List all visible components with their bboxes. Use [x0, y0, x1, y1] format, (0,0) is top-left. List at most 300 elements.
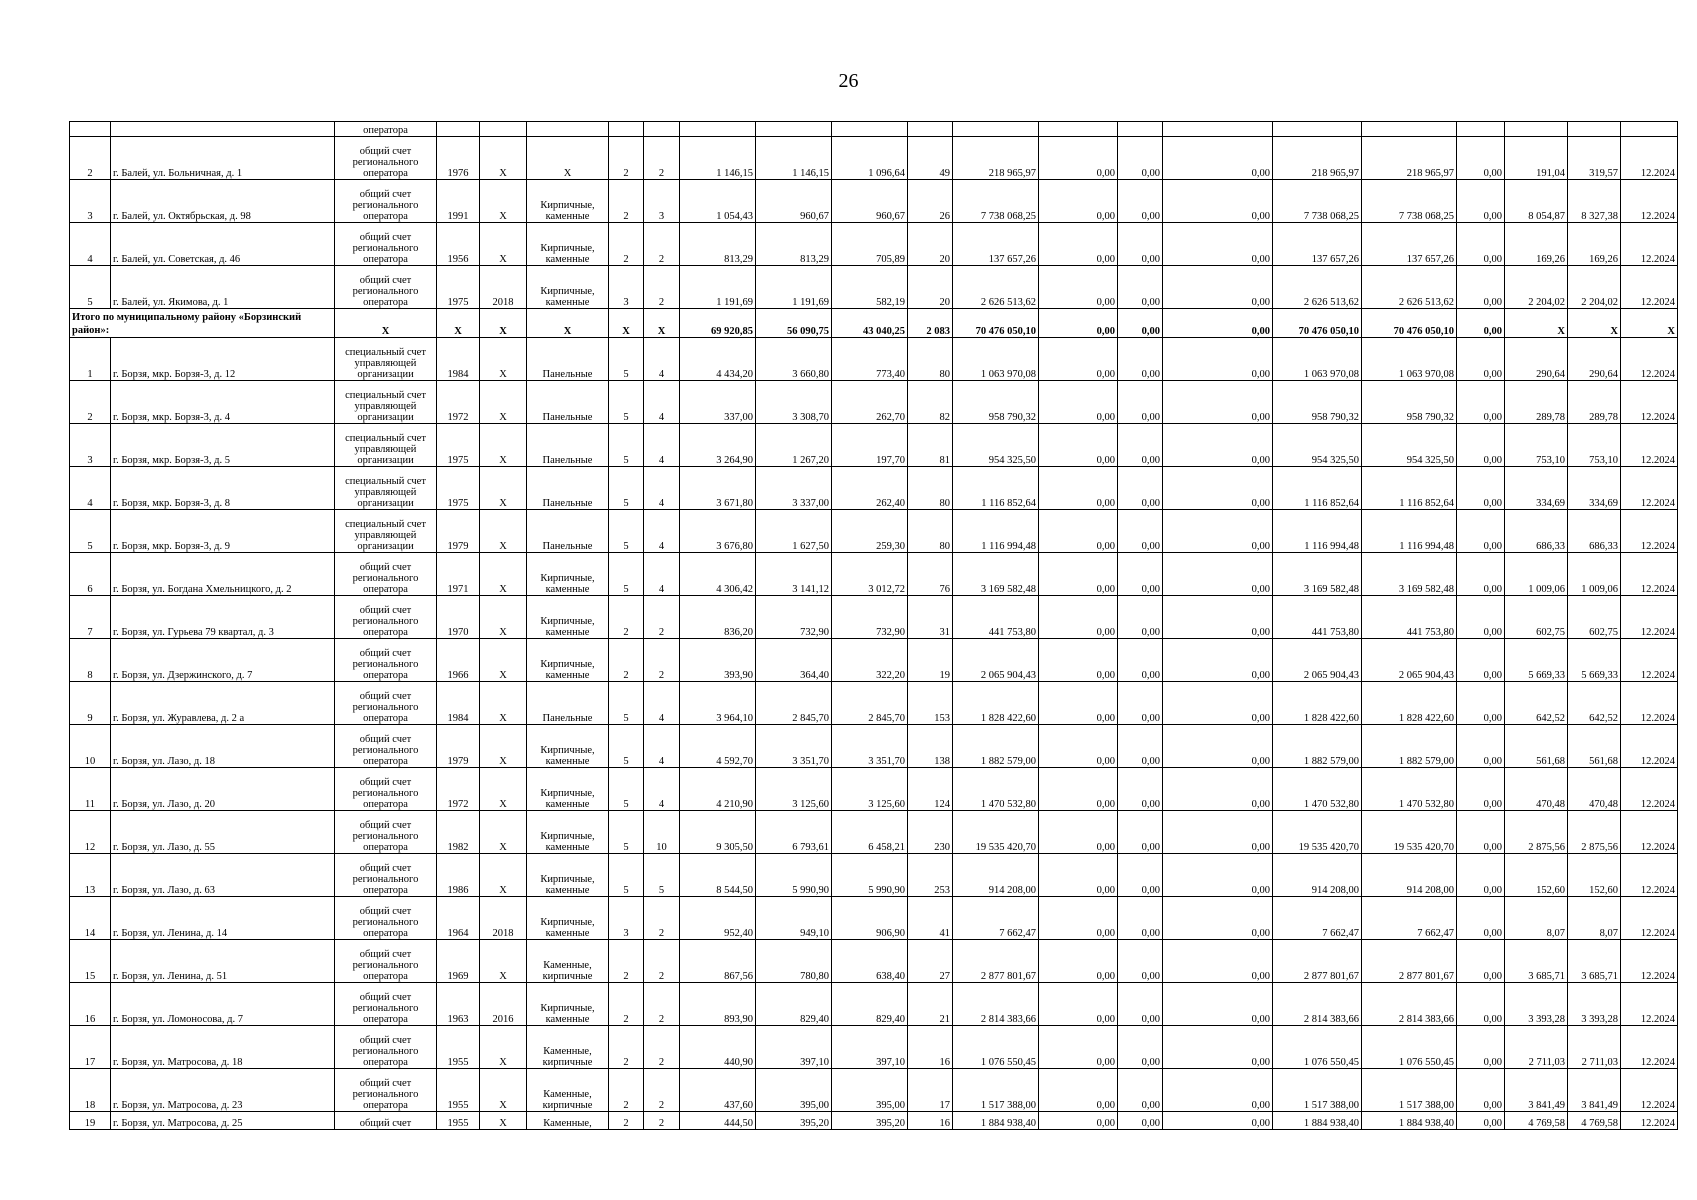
- cell-wall: Кирпичные, каменные: [527, 266, 609, 309]
- cell-people: 21: [908, 983, 953, 1026]
- cell-f2: 0,00: [1118, 854, 1163, 897]
- cell-rec: X: [480, 424, 527, 467]
- cell-floors: 2: [609, 180, 644, 223]
- cell-f4: 441 753,80: [1273, 596, 1362, 639]
- cell-f3: 0,00: [1163, 381, 1273, 424]
- cell-f2: 0,00: [1118, 1026, 1163, 1069]
- cell-u1: 5 669,33: [1505, 639, 1568, 682]
- cell-n: 4: [70, 223, 111, 266]
- cell-date: 12.2024: [1621, 223, 1678, 266]
- cell-rec: 2018: [480, 897, 527, 940]
- cell-entr: 2: [644, 266, 680, 309]
- cell-f1: 0,00: [1039, 682, 1118, 725]
- cell-year: 1956: [437, 223, 480, 266]
- table-row: [70, 223, 1678, 266]
- cell-u2: 4 769,58: [1568, 1112, 1621, 1130]
- total-cell-u1: X: [1505, 309, 1568, 338]
- cell-entr: 4: [644, 424, 680, 467]
- cell-floors: 3: [609, 266, 644, 309]
- cell-f3: 0,00: [1163, 510, 1273, 553]
- cell-a3: 6 458,21: [832, 811, 908, 854]
- cell-floors: 5: [609, 768, 644, 811]
- cell-address: г. Борзя, ул. Матросова, д. 23: [111, 1069, 335, 1112]
- cell-f3: 0,00: [1163, 940, 1273, 983]
- cell-account: специальный счет управляющей организации: [335, 381, 437, 424]
- cell-account: общий счет регионального оператора: [335, 553, 437, 596]
- cell-date: 12.2024: [1621, 424, 1678, 467]
- cell-wall: Панельные: [527, 338, 609, 381]
- cell-wall: Панельные: [527, 381, 609, 424]
- cell-people: 27: [908, 940, 953, 983]
- cell-n: [70, 122, 111, 137]
- total-cell-a1: 69 920,85: [680, 309, 756, 338]
- cell-cost: 1 882 579,00: [953, 725, 1039, 768]
- cell-entr: 2: [644, 223, 680, 266]
- cell-wall: Кирпичные, каменные: [527, 897, 609, 940]
- cell-u1: 3 393,28: [1505, 983, 1568, 1026]
- cell-u1: 753,10: [1505, 424, 1568, 467]
- cell-f6: 0,00: [1457, 639, 1505, 682]
- cell-a1: 9 305,50: [680, 811, 756, 854]
- cell-a3: 638,40: [832, 940, 908, 983]
- cell-f5: 19 535 420,70: [1362, 811, 1457, 854]
- table-row: [70, 725, 1678, 768]
- cell-n: 2: [70, 381, 111, 424]
- cell-a3: 259,30: [832, 510, 908, 553]
- cell-entr: 3: [644, 180, 680, 223]
- cell-f4: 7 662,47: [1273, 897, 1362, 940]
- cell-year: 1975: [437, 424, 480, 467]
- cell-entr: 4: [644, 725, 680, 768]
- cell-entr: 2: [644, 596, 680, 639]
- cell-f2: 0,00: [1118, 510, 1163, 553]
- cell-u1: 3 685,71: [1505, 940, 1568, 983]
- cell-a2: 3 141,12: [756, 553, 832, 596]
- cell-account: общий счет регионального оператора: [335, 940, 437, 983]
- cell-f2: 0,00: [1118, 381, 1163, 424]
- cell-a3: 829,40: [832, 983, 908, 1026]
- cell-f2: 0,00: [1118, 1069, 1163, 1112]
- cell-f5: 2 877 801,67: [1362, 940, 1457, 983]
- cell-f5: 1 470 532,80: [1362, 768, 1457, 811]
- cell-u1: 470,48: [1505, 768, 1568, 811]
- cell-a2: 3 660,80: [756, 338, 832, 381]
- cell-account: общий счет регионального оператора: [335, 223, 437, 266]
- cell-floors: 2: [609, 940, 644, 983]
- cell-f2: 0,00: [1118, 768, 1163, 811]
- cell-address: г. Борзя, ул. Лазо, д. 55: [111, 811, 335, 854]
- cell-year: 1955: [437, 1026, 480, 1069]
- cell-account: общий счет регионального оператора: [335, 1069, 437, 1112]
- cell-a3: 395,20: [832, 1112, 908, 1130]
- cell-f1: 0,00: [1039, 510, 1118, 553]
- cell-a2: 3 125,60: [756, 768, 832, 811]
- cell-account: специальный счет управляющей организации: [335, 424, 437, 467]
- table-row: [70, 510, 1678, 553]
- cell-cost: 3 169 582,48: [953, 553, 1039, 596]
- cell-address: г. Борзя, ул. Матросова, д. 25: [111, 1112, 335, 1130]
- cell-a3: 582,19: [832, 266, 908, 309]
- table-row: [70, 596, 1678, 639]
- cell-floors: 2: [609, 1112, 644, 1130]
- cell-cost: 1 063 970,08: [953, 338, 1039, 381]
- table-row: [70, 180, 1678, 223]
- cell-n: 19: [70, 1112, 111, 1130]
- cell-year: 1979: [437, 725, 480, 768]
- cell-u2: 3 393,28: [1568, 983, 1621, 1026]
- table-body: [70, 122, 1678, 1130]
- cell-f4: 1 517 388,00: [1273, 1069, 1362, 1112]
- cell-f3: 0,00: [1163, 137, 1273, 180]
- cell-date: 12.2024: [1621, 1069, 1678, 1112]
- cell-address: г. Борзя, мкр. Борзя-3, д. 5: [111, 424, 335, 467]
- cell-year: 1972: [437, 768, 480, 811]
- cell-a3: 1 096,64: [832, 137, 908, 180]
- cell-f6: 0,00: [1457, 1026, 1505, 1069]
- cell-a1: 3 264,90: [680, 424, 756, 467]
- cell-wall: Кирпичные, каменные: [527, 768, 609, 811]
- cell-year: 1970: [437, 596, 480, 639]
- cell-u1: 289,78: [1505, 381, 1568, 424]
- cell-a1: 4 210,90: [680, 768, 756, 811]
- cell-a2: 732,90: [756, 596, 832, 639]
- cell-u2: 2 711,03: [1568, 1026, 1621, 1069]
- cell-f4: 137 657,26: [1273, 223, 1362, 266]
- cell-a2: 3 351,70: [756, 725, 832, 768]
- cell-wall: Кирпичные, каменные: [527, 854, 609, 897]
- cell-cost: 7 738 068,25: [953, 180, 1039, 223]
- cell-a2: 829,40: [756, 983, 832, 1026]
- cell-entr: 4: [644, 467, 680, 510]
- cell-floors: 5: [609, 682, 644, 725]
- cell-entr: 5: [644, 854, 680, 897]
- total-cell-entr: X: [644, 309, 680, 338]
- cell-f1: 0,00: [1039, 1069, 1118, 1112]
- cell-a3: 197,70: [832, 424, 908, 467]
- cell-account: общий счет регионального оператора: [335, 1026, 437, 1069]
- cell-rec: X: [480, 137, 527, 180]
- cell-n: 16: [70, 983, 111, 1026]
- cell-year: 1976: [437, 137, 480, 180]
- cell-f4: 1 063 970,08: [1273, 338, 1362, 381]
- cell-empty: [1362, 122, 1457, 137]
- cell-rec: X: [480, 1112, 527, 1130]
- cell-u2: 290,64: [1568, 338, 1621, 381]
- cell-empty: [1273, 122, 1362, 137]
- cell-empty: [609, 122, 644, 137]
- cell-u2: 3 841,49: [1568, 1069, 1621, 1112]
- cell-f2: 0,00: [1118, 639, 1163, 682]
- cell-address: г. Балей, ул. Советская, д. 46: [111, 223, 335, 266]
- cell-year: 1975: [437, 467, 480, 510]
- total-cell-rec: X: [480, 309, 527, 338]
- cell-f3: 0,00: [1163, 1112, 1273, 1130]
- cell-f3: 0,00: [1163, 725, 1273, 768]
- cell-empty: [832, 122, 908, 137]
- table-row: [70, 983, 1678, 1026]
- cell-a3: 705,89: [832, 223, 908, 266]
- cell-floors: 5: [609, 381, 644, 424]
- cell-date: 12.2024: [1621, 1112, 1678, 1130]
- cell-people: 17: [908, 1069, 953, 1112]
- cell-a2: 6 793,61: [756, 811, 832, 854]
- cell-u1: 191,04: [1505, 137, 1568, 180]
- cell-entr: 2: [644, 639, 680, 682]
- cell-f6: 0,00: [1457, 940, 1505, 983]
- cell-date: 12.2024: [1621, 180, 1678, 223]
- cell-u1: 3 841,49: [1505, 1069, 1568, 1112]
- cell-u1: 290,64: [1505, 338, 1568, 381]
- cell-f6: 0,00: [1457, 338, 1505, 381]
- total-cell-cost: 70 476 050,10: [953, 309, 1039, 338]
- total-cell-account: X: [335, 309, 437, 338]
- cell-date: 12.2024: [1621, 338, 1678, 381]
- cell-n: 11: [70, 768, 111, 811]
- cell-a1: 3 671,80: [680, 467, 756, 510]
- cell-f3: 0,00: [1163, 1069, 1273, 1112]
- cell-people: 124: [908, 768, 953, 811]
- cell-rec: X: [480, 180, 527, 223]
- cell-f3: 0,00: [1163, 897, 1273, 940]
- cell-f1: 0,00: [1039, 854, 1118, 897]
- cell-n: 10: [70, 725, 111, 768]
- cell-f2: 0,00: [1118, 223, 1163, 266]
- cell-n: 6: [70, 553, 111, 596]
- table-row: [70, 1069, 1678, 1112]
- cell-rec: X: [480, 725, 527, 768]
- cell-f4: 1 884 938,40: [1273, 1112, 1362, 1130]
- cell-f4: 1 882 579,00: [1273, 725, 1362, 768]
- cell-date: 12.2024: [1621, 266, 1678, 309]
- cell-f2: 0,00: [1118, 467, 1163, 510]
- cell-a2: 960,67: [756, 180, 832, 223]
- total-cell-f3: 0,00: [1163, 309, 1273, 338]
- cell-wall: Кирпичные, каменные: [527, 223, 609, 266]
- cell-floors: 5: [609, 811, 644, 854]
- cell-f6: 0,00: [1457, 1112, 1505, 1130]
- cell-rec: X: [480, 553, 527, 596]
- cell-u2: 3 685,71: [1568, 940, 1621, 983]
- cell-a2: 780,80: [756, 940, 832, 983]
- cell-u1: 642,52: [1505, 682, 1568, 725]
- cell-floors: 5: [609, 338, 644, 381]
- cell-u2: 8 327,38: [1568, 180, 1621, 223]
- cell-f6: 0,00: [1457, 1069, 1505, 1112]
- cell-account: общий счет регионального оператора: [335, 811, 437, 854]
- cell-rec: X: [480, 381, 527, 424]
- cell-f1: 0,00: [1039, 266, 1118, 309]
- total-cell-f1: 0,00: [1039, 309, 1118, 338]
- cell-f3: 0,00: [1163, 553, 1273, 596]
- cell-empty: [680, 122, 756, 137]
- cell-a1: 4 306,42: [680, 553, 756, 596]
- cell-a3: 322,20: [832, 639, 908, 682]
- cell-f1: 0,00: [1039, 424, 1118, 467]
- cell-people: 49: [908, 137, 953, 180]
- cell-address: г. Борзя, мкр. Борзя-3, д. 9: [111, 510, 335, 553]
- cell-a3: 732,90: [832, 596, 908, 639]
- cell-people: 41: [908, 897, 953, 940]
- cell-wall: Кирпичные, каменные: [527, 811, 609, 854]
- cell-f1: 0,00: [1039, 811, 1118, 854]
- cell-wall: Каменные, кирпичные: [527, 940, 609, 983]
- cell-address: [111, 122, 335, 137]
- table-row: [70, 467, 1678, 510]
- cell-cost: 441 753,80: [953, 596, 1039, 639]
- cell-wall: Кирпичные, каменные: [527, 553, 609, 596]
- cell-u2: 1 009,06: [1568, 553, 1621, 596]
- cell-a1: 437,60: [680, 1069, 756, 1112]
- cell-f6: 0,00: [1457, 811, 1505, 854]
- cell-address: г. Борзя, ул. Богдана Хмельницкого, д. 2: [111, 553, 335, 596]
- cell-empty: [527, 122, 609, 137]
- cell-a2: 2 845,70: [756, 682, 832, 725]
- cell-address: г. Балей, ул. Октябрьская, д. 98: [111, 180, 335, 223]
- cell-u2: 8,07: [1568, 897, 1621, 940]
- cell-cost: 2 065 904,43: [953, 639, 1039, 682]
- cell-f5: 1 116 852,64: [1362, 467, 1457, 510]
- cell-a3: 397,10: [832, 1026, 908, 1069]
- cell-f6: 0,00: [1457, 725, 1505, 768]
- cell-date: 12.2024: [1621, 768, 1678, 811]
- cell-entr: 10: [644, 811, 680, 854]
- cell-f6: 0,00: [1457, 854, 1505, 897]
- cell-f1: 0,00: [1039, 1026, 1118, 1069]
- cell-n: 12: [70, 811, 111, 854]
- cell-cost: 7 662,47: [953, 897, 1039, 940]
- cell-wall: Панельные: [527, 682, 609, 725]
- cell-n: 3: [70, 180, 111, 223]
- cell-f2: 0,00: [1118, 266, 1163, 309]
- total-cell-f2: 0,00: [1118, 309, 1163, 338]
- cell-f2: 0,00: [1118, 424, 1163, 467]
- cell-f5: 218 965,97: [1362, 137, 1457, 180]
- cell-u2: 334,69: [1568, 467, 1621, 510]
- cell-f2: 0,00: [1118, 940, 1163, 983]
- cell-cost: 1 076 550,45: [953, 1026, 1039, 1069]
- cell-date: 12.2024: [1621, 682, 1678, 725]
- cell-f2: 0,00: [1118, 983, 1163, 1026]
- total-cell-floors: X: [609, 309, 644, 338]
- cell-floors: 5: [609, 467, 644, 510]
- cell-u2: 5 669,33: [1568, 639, 1621, 682]
- cell-f2: 0,00: [1118, 338, 1163, 381]
- cell-f3: 0,00: [1163, 424, 1273, 467]
- cell-rec: X: [480, 510, 527, 553]
- cell-a3: 3 351,70: [832, 725, 908, 768]
- cell-rec: X: [480, 596, 527, 639]
- cell-year: 1972: [437, 381, 480, 424]
- cell-people: 16: [908, 1026, 953, 1069]
- cell-a2: 1 627,50: [756, 510, 832, 553]
- cell-f4: 19 535 420,70: [1273, 811, 1362, 854]
- cell-u1: 8 054,87: [1505, 180, 1568, 223]
- cell-floors: 2: [609, 1026, 644, 1069]
- cell-n: 5: [70, 266, 111, 309]
- cell-floors: 3: [609, 897, 644, 940]
- cell-floors: 2: [609, 983, 644, 1026]
- cell-f3: 0,00: [1163, 811, 1273, 854]
- cell-f6: 0,00: [1457, 223, 1505, 266]
- table-row: [70, 122, 1678, 137]
- cell-people: 80: [908, 510, 953, 553]
- cell-u1: 169,26: [1505, 223, 1568, 266]
- cell-empty: [480, 122, 527, 137]
- total-row: [70, 309, 1678, 338]
- cell-a3: 906,90: [832, 897, 908, 940]
- cell-address: г. Борзя, мкр. Борзя-3, д. 8: [111, 467, 335, 510]
- cell-date: 12.2024: [1621, 467, 1678, 510]
- cell-floors: 2: [609, 596, 644, 639]
- cell-f1: 0,00: [1039, 768, 1118, 811]
- cell-f4: 2 626 513,62: [1273, 266, 1362, 309]
- cell-a2: 1 191,69: [756, 266, 832, 309]
- cell-entr: 2: [644, 983, 680, 1026]
- cell-n: 3: [70, 424, 111, 467]
- table-row: [70, 854, 1678, 897]
- cell-year: 1966: [437, 639, 480, 682]
- cell-year: 1963: [437, 983, 480, 1026]
- cell-address: г. Борзя, ул. Ленина, д. 51: [111, 940, 335, 983]
- cell-year: 1964: [437, 897, 480, 940]
- cell-f4: 1 828 422,60: [1273, 682, 1362, 725]
- cell-f5: 954 325,50: [1362, 424, 1457, 467]
- cell-people: 81: [908, 424, 953, 467]
- cell-f5: 2 626 513,62: [1362, 266, 1457, 309]
- cell-rec: X: [480, 811, 527, 854]
- cell-rec: X: [480, 338, 527, 381]
- cell-n: 18: [70, 1069, 111, 1112]
- total-cell-u2: X: [1568, 309, 1621, 338]
- cell-year: 1991: [437, 180, 480, 223]
- cell-empty: [1163, 122, 1273, 137]
- cell-date: 12.2024: [1621, 553, 1678, 596]
- cell-account: общий счет регионального оператора: [335, 897, 437, 940]
- cell-date: 12.2024: [1621, 381, 1678, 424]
- cell-entr: 2: [644, 1069, 680, 1112]
- cell-floors: 5: [609, 424, 644, 467]
- table-row: [70, 137, 1678, 180]
- cell-wall: Кирпичные, каменные: [527, 639, 609, 682]
- cell-f4: 954 325,50: [1273, 424, 1362, 467]
- cell-year: 1984: [437, 338, 480, 381]
- cell-entr: 4: [644, 553, 680, 596]
- cell-wall: Панельные: [527, 424, 609, 467]
- cell-rec: X: [480, 682, 527, 725]
- cell-a3: 960,67: [832, 180, 908, 223]
- cell-people: 138: [908, 725, 953, 768]
- cell-address: г. Борзя, ул. Гурьева 79 квартал, д. 3: [111, 596, 335, 639]
- cell-date: 12.2024: [1621, 811, 1678, 854]
- cell-a1: 836,20: [680, 596, 756, 639]
- cell-f2: 0,00: [1118, 725, 1163, 768]
- cell-empty: [1039, 122, 1118, 137]
- cell-u2: 2 875,56: [1568, 811, 1621, 854]
- table-row: [70, 682, 1678, 725]
- cell-f5: 1 517 388,00: [1362, 1069, 1457, 1112]
- cell-rec: X: [480, 223, 527, 266]
- cell-address: г. Борзя, ул. Матросова, д. 18: [111, 1026, 335, 1069]
- cell-people: 230: [908, 811, 953, 854]
- cell-floors: 5: [609, 854, 644, 897]
- cell-people: 80: [908, 338, 953, 381]
- cell-empty: [756, 122, 832, 137]
- cell-f1: 0,00: [1039, 467, 1118, 510]
- cell-year: 1971: [437, 553, 480, 596]
- cell-f3: 0,00: [1163, 1026, 1273, 1069]
- cell-f6: 0,00: [1457, 553, 1505, 596]
- cell-account: общий счет регионального оператора: [335, 266, 437, 309]
